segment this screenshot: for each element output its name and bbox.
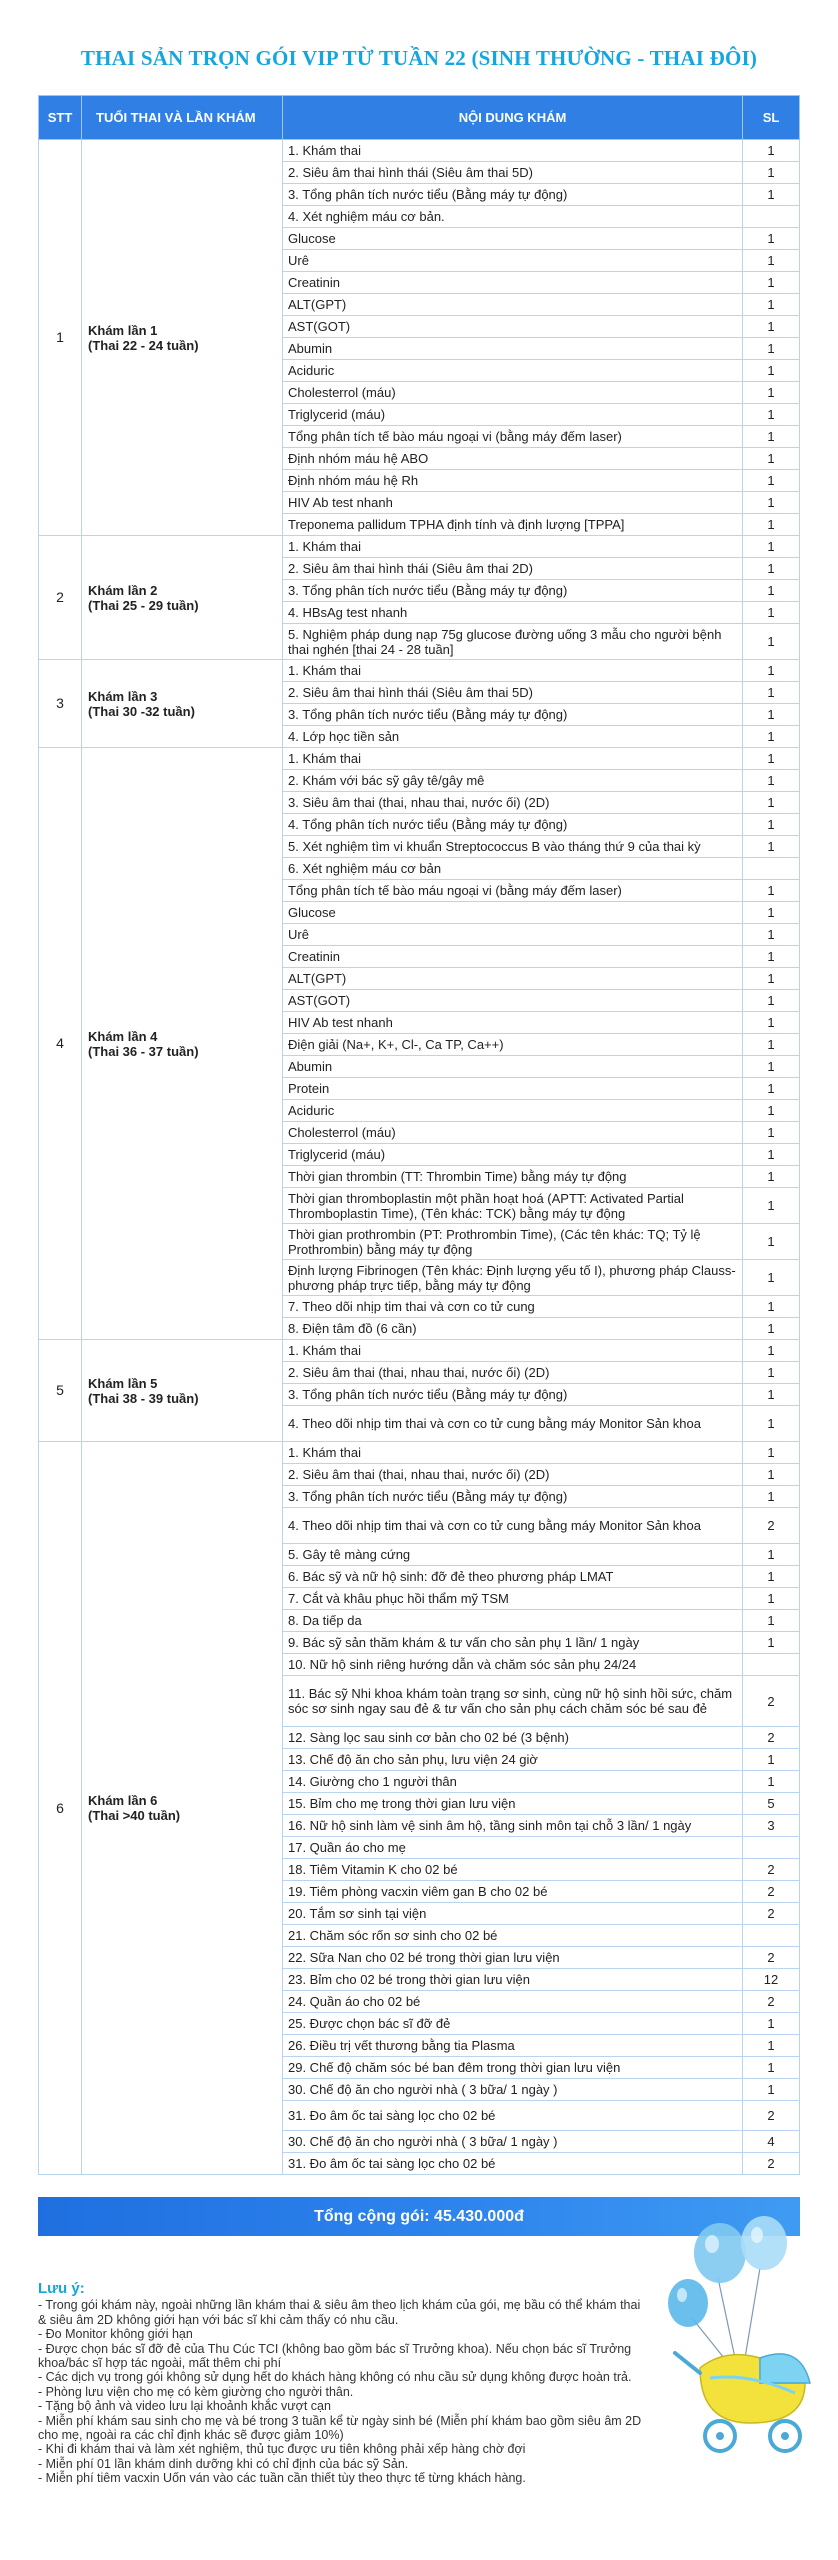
service-quantity: 3 <box>743 1815 800 1837</box>
service-description: 4. Lớp học tiền sản <box>283 726 743 748</box>
service-quantity: 1 <box>743 946 800 968</box>
service-quantity: 1 <box>743 1034 800 1056</box>
service-quantity: 1 <box>743 1056 800 1078</box>
service-description: Aciduric <box>283 1100 743 1122</box>
service-description: 1. Khám thai <box>283 1442 743 1464</box>
service-description: 30. Chế độ ăn cho người nhà ( 3 bữa/ 1 ngày ) <box>283 2131 743 2153</box>
service-description: Thời gian thrombin (TT: Thrombin Time) bằng máy tự động <box>283 1166 743 1188</box>
gestational-age: (Thai >40 tuần) <box>88 1808 181 1823</box>
service-quantity: 1 <box>743 404 800 426</box>
service-quantity: 1 <box>743 660 800 682</box>
service-description: 3. Siêu âm thai (thai, nhau thai, nước ối) (2D) <box>283 792 743 814</box>
note-item: - Các dịch vụ trong gói không sử dụng hết do khách hàng không có nhu cầu sử dụng không được hoàn trả. <box>38 2370 632 2385</box>
service-quantity: 1 <box>743 770 800 792</box>
service-quantity <box>743 206 800 228</box>
service-quantity: 1 <box>743 968 800 990</box>
service-description: 1. Khám thai <box>283 140 743 162</box>
service-quantity: 1 <box>743 382 800 404</box>
gestational-age: (Thai 22 - 24 tuần) <box>88 337 199 353</box>
service-description: Cholesterrol (máu) <box>283 1122 743 1144</box>
table-row <box>39 1340 800 1362</box>
service-description: 26. Điều trị vết thương bằng tia Plasma <box>283 2035 743 2057</box>
service-quantity: 1 <box>743 272 800 294</box>
group-number: 1 <box>39 140 82 536</box>
gestational-age: (Thai 25 - 29 tuần) <box>88 597 199 613</box>
service-description: 2. Siêu âm thai hình thái (Siêu âm thai 5D) <box>283 162 743 184</box>
service-quantity: 1 <box>743 492 800 514</box>
service-quantity: 1 <box>743 1632 800 1654</box>
service-description: ALT(GPT) <box>283 294 743 316</box>
service-quantity: 1 <box>743 1544 800 1566</box>
service-quantity: 1 <box>743 1078 800 1100</box>
service-description: 21. Chăm sóc rốn sơ sinh cho 02 bé <box>283 1925 743 1947</box>
service-quantity: 1 <box>743 704 800 726</box>
service-description: 14. Giường cho 1 người thân <box>283 1771 743 1793</box>
table-row <box>39 140 800 162</box>
table-body <box>39 140 800 2175</box>
service-quantity: 1 <box>743 1384 800 1406</box>
table-row <box>39 536 800 558</box>
service-quantity: 1 <box>743 902 800 924</box>
service-quantity: 1 <box>743 1749 800 1771</box>
service-quantity: 1 <box>743 2013 800 2035</box>
service-description: 2. Siêu âm thai hình thái (Siêu âm thai 2D) <box>283 558 743 580</box>
service-description: Creatinin <box>283 272 743 294</box>
visit-name: Khám lần 4 <box>88 1028 158 1044</box>
service-description: 16. Nữ hộ sinh làm vệ sinh âm hộ, tầng sinh môn tại chỗ 3 lần/ 1 ngày <box>283 1815 743 1837</box>
service-description: 7. Theo dõi nhịp tim thai và cơn co tử cung <box>283 1296 743 1318</box>
service-description: 1. Khám thai <box>283 748 743 770</box>
service-quantity: 2 <box>743 1508 800 1544</box>
group-number: 4 <box>39 748 82 1340</box>
service-description: 4. Theo dõi nhịp tim thai và cơn co tử cung bằng máy Monitor Sản khoa <box>283 1508 743 1544</box>
service-quantity: 2 <box>743 1676 800 1727</box>
gestational-age: (Thai 38 - 39 tuần) <box>88 1390 199 1406</box>
service-quantity: 5 <box>743 1793 800 1815</box>
service-description: ALT(GPT) <box>283 968 743 990</box>
service-quantity: 1 <box>743 1144 800 1166</box>
service-description: Glucose <box>283 228 743 250</box>
service-description: 8. Da tiếp da <box>283 1610 743 1632</box>
service-description: 3. Tổng phân tích nước tiểu (Bằng máy tự động) <box>283 1384 743 1406</box>
service-quantity: 1 <box>743 1224 800 1260</box>
service-description: 17. Quần áo cho mẹ <box>283 1837 743 1859</box>
group-label <box>82 140 283 536</box>
service-description: Abumin <box>283 1056 743 1078</box>
service-quantity: 1 <box>743 1122 800 1144</box>
service-description: 4. Xét nghiệm máu cơ bản. <box>283 206 743 228</box>
group-label <box>82 536 283 660</box>
table-row <box>39 1442 800 1464</box>
service-quantity: 1 <box>743 1610 800 1632</box>
service-quantity: 1 <box>743 792 800 814</box>
visit-name: Khám lần 5 <box>88 1375 158 1391</box>
note-item: - Đo Monitor không giới hạn <box>38 2327 193 2342</box>
group-number: 6 <box>39 1442 82 2175</box>
service-description: 15. Bỉm cho mẹ trong thời gian lưu viện <box>283 1793 743 1815</box>
service-quantity: 1 <box>743 184 800 206</box>
service-quantity: 1 <box>743 316 800 338</box>
service-quantity: 1 <box>743 880 800 902</box>
total-price: Tổng cộng gói: 45.430.000đ <box>38 2197 800 2236</box>
service-description: Glucose <box>283 902 743 924</box>
service-quantity: 1 <box>743 1012 800 1034</box>
table-header-row <box>39 96 800 140</box>
service-quantity: 2 <box>743 1881 800 1903</box>
package-table <box>38 95 800 2175</box>
service-quantity: 1 <box>743 1486 800 1508</box>
service-quantity: 2 <box>743 1991 800 2013</box>
gestational-age: (Thai 36 - 37 tuần) <box>88 1043 199 1059</box>
service-quantity: 2 <box>743 1727 800 1749</box>
service-description: Định nhóm máu hệ ABO <box>283 448 743 470</box>
service-description: 31. Đo âm ốc tai sàng lọc cho 02 bé <box>283 2101 743 2131</box>
service-description: 2. Siêu âm thai (thai, nhau thai, nước ối) (2D) <box>283 1362 743 1384</box>
service-description: 1. Khám thai <box>283 660 743 682</box>
service-quantity: 1 <box>743 1166 800 1188</box>
service-description: 4. Theo dõi nhịp tim thai và cơn co tử cung bằng máy Monitor Sản khoa <box>283 1406 743 1442</box>
service-description: Abumin <box>283 338 743 360</box>
service-description: 5. Xét nghiệm tìm vi khuẩn Streptococcus B vào tháng thứ 9 của thai kỳ <box>283 836 743 858</box>
group-label <box>82 1442 283 2175</box>
service-quantity: 1 <box>743 602 800 624</box>
service-description: HIV Ab test nhanh <box>283 1012 743 1034</box>
service-quantity <box>743 1837 800 1859</box>
service-quantity: 1 <box>743 990 800 1012</box>
service-description: Creatinin <box>283 946 743 968</box>
service-quantity: 2 <box>743 2153 800 2175</box>
service-description: Triglycerid (máu) <box>283 404 743 426</box>
note-item: - Khi đi khám thai và làm xét nghiệm, thủ tục được ưu tiên không phải xếp hàng chờ đợi <box>38 2442 526 2457</box>
notes-title: Lưu ý: <box>38 2280 85 2297</box>
header-tuoi: TUỔI THAI VÀ LẦN KHÁM <box>82 96 283 140</box>
service-description: 5. Gây tê màng cứng <box>283 1544 743 1566</box>
service-quantity: 1 <box>743 1340 800 1362</box>
service-quantity: 1 <box>743 1296 800 1318</box>
service-description: AST(GOT) <box>283 990 743 1012</box>
service-quantity <box>743 1925 800 1947</box>
service-quantity: 1 <box>743 814 800 836</box>
service-quantity: 1 <box>743 1100 800 1122</box>
service-description: 10. Nữ hộ sinh riêng hướng dẫn và chăm sóc sản phụ 24/24 <box>283 1654 743 1676</box>
service-description: Thời gian prothrombin (PT: Prothrombin Time), (Các tên khác: TQ; Tỷ lệ Prothrombin) bằng máy tự động <box>283 1224 743 1260</box>
service-description: Triglycerid (máu) <box>283 1144 743 1166</box>
service-description: Tổng phân tích tế bào máu ngoại vi (bằng máy đếm laser) <box>283 880 743 902</box>
service-quantity: 1 <box>743 1588 800 1610</box>
service-quantity: 2 <box>743 1947 800 1969</box>
service-quantity: 1 <box>743 228 800 250</box>
service-quantity: 1 <box>743 338 800 360</box>
service-quantity: 12 <box>743 1969 800 1991</box>
service-description: Cholesterrol (máu) <box>283 382 743 404</box>
visit-name: Khám lần 6 <box>88 1793 158 1808</box>
service-description: Aciduric <box>283 360 743 382</box>
service-quantity: 1 <box>743 1464 800 1486</box>
service-quantity: 1 <box>743 558 800 580</box>
service-quantity: 2 <box>743 2101 800 2131</box>
service-quantity: 1 <box>743 748 800 770</box>
note-item: - Miễn phí tiêm vacxin Uốn ván vào các tuần cần thiết tùy theo thực tế từng khách hàng. <box>38 2471 526 2486</box>
service-quantity: 1 <box>743 624 800 660</box>
service-description: Urê <box>283 924 743 946</box>
service-quantity: 1 <box>743 426 800 448</box>
note-item: - Miễn phí 01 lần khám dinh dưỡng khi có chỉ định của bác sỹ Sản. <box>38 2456 409 2471</box>
service-quantity: 1 <box>743 726 800 748</box>
service-description: 31. Đo âm ốc tai sàng lọc cho 02 bé <box>283 2153 743 2175</box>
service-description: Thời gian thromboplastin một phần hoạt hoá (APTT: Activated Partial Thromboplastin Time), (Tên khác: TCK) bằng máy tự động <box>283 1188 743 1224</box>
service-description: 4. HBsAg test nhanh <box>283 602 743 624</box>
service-description: 6. Bác sỹ và nữ hộ sinh: đỡ đẻ theo phương pháp LMAT <box>283 1566 743 1588</box>
note-item: - Miễn phí khám sau sinh cho mẹ và bé trong 3 tuần kể từ ngày sinh bé (Miễn phí khám bao gồm siêu âm 2D cho mẹ, ngoài ra các chỉ định khác sẽ được giảm 10%) <box>38 2413 642 2443</box>
service-quantity: 1 <box>743 140 800 162</box>
notes-list <box>38 2298 648 2485</box>
service-quantity: 1 <box>743 1406 800 1442</box>
service-quantity: 1 <box>743 836 800 858</box>
service-description: 24. Quần áo cho 02 bé <box>283 1991 743 2013</box>
stroller-balloons-illustration <box>640 2208 825 2458</box>
service-quantity: 1 <box>743 536 800 558</box>
service-quantity: 2 <box>743 1903 800 1925</box>
service-description: 13. Chế độ ăn cho sản phụ, lưu viện 24 giờ <box>283 1749 743 1771</box>
service-quantity: 1 <box>743 1771 800 1793</box>
service-quantity: 1 <box>743 1442 800 1464</box>
service-quantity: 4 <box>743 2131 800 2153</box>
header-sl: SL <box>743 96 800 140</box>
service-description: 20. Tắm sơ sinh tại viện <box>283 1903 743 1925</box>
service-description: 22. Sữa Nan cho 02 bé trong thời gian lưu viện <box>283 1947 743 1969</box>
header-stt: STT <box>39 96 82 140</box>
service-description: 3. Tổng phân tích nước tiểu (Bằng máy tự động) <box>283 184 743 206</box>
service-quantity: 1 <box>743 2079 800 2101</box>
note-item: - Trong gói khám này, ngoài những lần khám thai & siêu âm theo lịch khám của gói, mẹ bầu có thể khám thai & siêu âm 2D không giới hạn với bác sĩ khi cảm thấy có nhu cầu. <box>38 2298 641 2327</box>
service-description: 3. Tổng phân tích nước tiểu (Bằng máy tự động) <box>283 580 743 602</box>
service-description: Urê <box>283 250 743 272</box>
service-quantity: 1 <box>743 2057 800 2079</box>
note-item: - Được chọn bác sĩ đỡ đẻ của Thu Cúc TCI (không bao gồm bác sĩ Trưởng khoa). Nếu chọn bác sĩ Trưởng khoa/bác sĩ hợp tác ngoài, mất thêm chi phí <box>38 2341 632 2371</box>
page-title: THAI SẢN TRỌN GÓI VIP TỪ TUẦN 22 (SINH THƯỜNG - THAI ĐÔI) <box>80 46 758 70</box>
service-description: 23. Bỉm cho 02 bé trong thời gian lưu viện <box>283 1969 743 1991</box>
service-description: 7. Cắt và khâu phục hồi thẩm mỹ TSM <box>283 1588 743 1610</box>
service-quantity: 1 <box>743 924 800 946</box>
group-label <box>82 660 283 748</box>
service-description: 2. Khám với bác sỹ gây tê/gây mê <box>283 770 743 792</box>
service-description: 12. Sàng lọc sau sinh cơ bản cho 02 bé (3 bệnh) <box>283 1727 743 1749</box>
service-description: 6. Xét nghiệm máu cơ bản <box>283 858 743 880</box>
service-quantity: 1 <box>743 448 800 470</box>
service-quantity: 1 <box>743 162 800 184</box>
service-description: 2. Siêu âm thai (thai, nhau thai, nước ối) (2D) <box>283 1464 743 1486</box>
service-description: 1. Khám thai <box>283 1340 743 1362</box>
service-description: Protein <box>283 1078 743 1100</box>
visit-name: Khám lần 1 <box>88 322 158 338</box>
service-quantity: 1 <box>743 1318 800 1340</box>
service-description: Định nhóm máu hệ Rh <box>283 470 743 492</box>
group-number: 2 <box>39 536 82 660</box>
service-description: Tổng phân tích tế bào máu ngoại vi (bằng máy đếm laser) <box>283 426 743 448</box>
service-quantity: 1 <box>743 1260 800 1296</box>
service-quantity: 1 <box>743 294 800 316</box>
note-item: - Tặng bộ ảnh và video lưu lại khoảnh khắc vượt cạn <box>38 2399 331 2414</box>
service-description: 8. Điện tâm đồ (6 cần) <box>283 1318 743 1340</box>
service-description: 1. Khám thai <box>283 536 743 558</box>
service-description: 25. Được chọn bác sĩ đỡ đẻ <box>283 2013 743 2035</box>
service-description: 29. Chế độ chăm sóc bé ban đêm trong thời gian lưu viện <box>283 2057 743 2079</box>
service-quantity <box>743 858 800 880</box>
table-row <box>39 748 800 770</box>
service-description: 9. Bác sỹ sản thăm khám & tư vấn cho sản phụ 1 lần/ 1 ngày <box>283 1632 743 1654</box>
group-number: 5 <box>39 1340 82 1442</box>
visit-name: Khám lần 2 <box>88 582 158 598</box>
service-description: 19. Tiêm phòng vacxin viêm gan B cho 02 bé <box>283 1881 743 1903</box>
service-quantity: 1 <box>743 682 800 704</box>
service-quantity <box>743 1654 800 1676</box>
service-quantity: 1 <box>743 1188 800 1224</box>
service-description: 5. Nghiệm pháp dung nạp 75g glucose đường uống 3 mẫu cho người bệnh thai nghén [thai 24 - 28 tuần] <box>283 624 743 660</box>
service-description: HIV Ab test nhanh <box>283 492 743 514</box>
service-quantity: 1 <box>743 1362 800 1384</box>
service-quantity: 2 <box>743 1859 800 1881</box>
service-description: 11. Bác sỹ Nhi khoa khám toàn trạng sơ sinh, cùng nữ hộ sinh hồi sức, chăm sóc sơ sinh ngay sau đẻ & tư vấn cho sản phụ cách chăm sóc bé sau đẻ <box>283 1676 743 1727</box>
visit-name: Khám lần 3 <box>88 688 158 704</box>
service-description: 3. Tổng phân tích nước tiểu (Bằng máy tự động) <box>283 704 743 726</box>
service-description: 2. Siêu âm thai hình thái (Siêu âm thai 5D) <box>283 682 743 704</box>
service-description: 30. Chế độ ăn cho người nhà ( 3 bữa/ 1 ngày ) <box>283 2079 743 2101</box>
group-label <box>82 1340 283 1442</box>
service-quantity: 1 <box>743 470 800 492</box>
service-quantity: 1 <box>743 580 800 602</box>
service-description: Điện giải (Na+, K+, Cl-, Ca TP, Ca++) <box>283 1034 743 1056</box>
service-quantity: 1 <box>743 2035 800 2057</box>
service-quantity: 1 <box>743 360 800 382</box>
gestational-age: (Thai 30 -32 tuần) <box>88 703 195 719</box>
service-quantity: 1 <box>743 514 800 536</box>
header-noi-dung: NỘI DUNG KHÁM <box>283 96 743 140</box>
service-description: Treponema pallidum TPHA định tính và định lượng [TPPA] <box>283 514 743 536</box>
service-description: 4. Tổng phân tích nước tiểu (Bằng máy tự động) <box>283 814 743 836</box>
service-description: AST(GOT) <box>283 316 743 338</box>
group-label <box>82 748 283 1340</box>
service-description: Định lượng Fibrinogen (Tên khác: Định lượng yếu tố I), phương pháp Clauss- phương pháp trực tiếp, bằng máy tự động <box>283 1260 743 1296</box>
group-number: 3 <box>39 660 82 748</box>
table-row <box>39 660 800 682</box>
note-item: - Phòng lưu viện cho mẹ có kèm giường cho người thân. <box>38 2384 354 2399</box>
service-description: 3. Tổng phân tích nước tiểu (Bằng máy tự động) <box>283 1486 743 1508</box>
service-description: 18. Tiêm Vitamin K cho 02 bé <box>283 1859 743 1881</box>
service-quantity: 1 <box>743 1566 800 1588</box>
notes-section <box>38 2282 648 2486</box>
service-quantity: 1 <box>743 250 800 272</box>
